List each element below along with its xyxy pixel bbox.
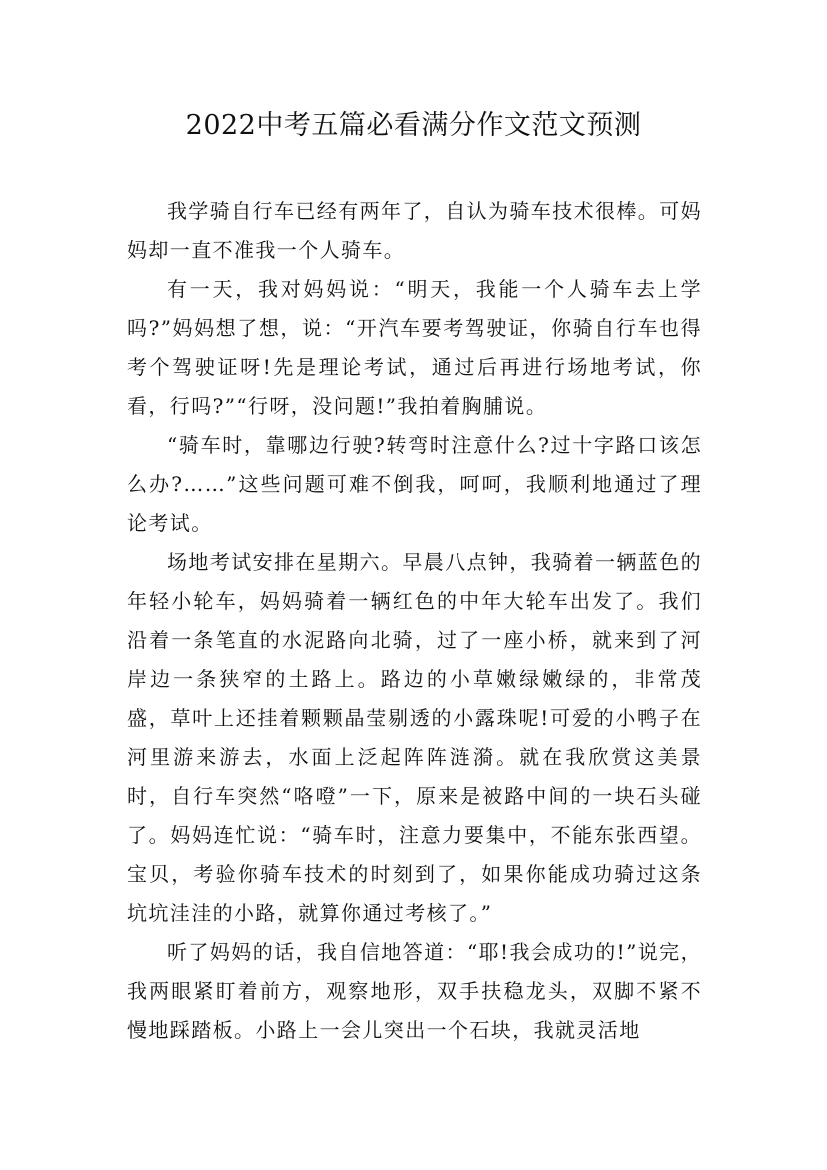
paragraph: 有一天，我对妈妈说：“明天，我能一个人骑车去上学吗?”妈妈想了想，说：“开汽车要考驾驶证，你骑自行车也得考个驾驶证呀!先是理论考试，通过后再进行场地考试，你看，行吗?”“行呀，没问题!”我拍着胸脯说。 xyxy=(127,277,702,418)
paragraph: 我学骑自行车已经有两年了，自认为骑车技术很棒。可妈妈却一直不准我一个人骑车。 xyxy=(127,199,702,262)
paragraph: 场地考试安排在星期六。早晨八点钟，我骑着一辆蓝色的年轻小轮车，妈妈骑着一辆红色的中年大轮车出发了。我们沿着一条笔直的水泥路向北骑，过了一座小桥，就来到了河岸边一条狭窄的土路上。路边的小草嫩绿嫩绿的，非常茂盛，草叶上还挂着颗颗晶莹剔透的小露珠呢!可爱的小鸭子在河里游来游去，水面上泛起阵阵涟漪。就在我欣赏这美景时，自行车突然“咯噔”一下，原来是被路中间的一块石头碰了。妈妈连忙说：“骑车时，注意力要集中，不能东张西望。宝贝，考验你骑车技术的时刻到了，如果你能成功骑过这条坑坑洼洼的小路，就算你通过考核了。” xyxy=(127,550,702,925)
paragraph: “骑车时，靠哪边行驶?转弯时注意什么?过十字路口该怎么办?……”这些问题可难不倒我，呵呵，我顺利地通过了理论考试。 xyxy=(127,433,702,535)
document-title: 2022中考五篇必看满分作文范文预测 xyxy=(185,110,642,141)
document-body xyxy=(127,192,702,1050)
paragraph: 听了妈妈的话，我自信地答道：“耶!我会成功的!”说完，我两眼紧盯着前方，观察地形，双手扶稳龙头，双脚不紧不慢地踩踏板。小路上一会儿突出一个石块，我就灵活地 xyxy=(127,940,702,1042)
